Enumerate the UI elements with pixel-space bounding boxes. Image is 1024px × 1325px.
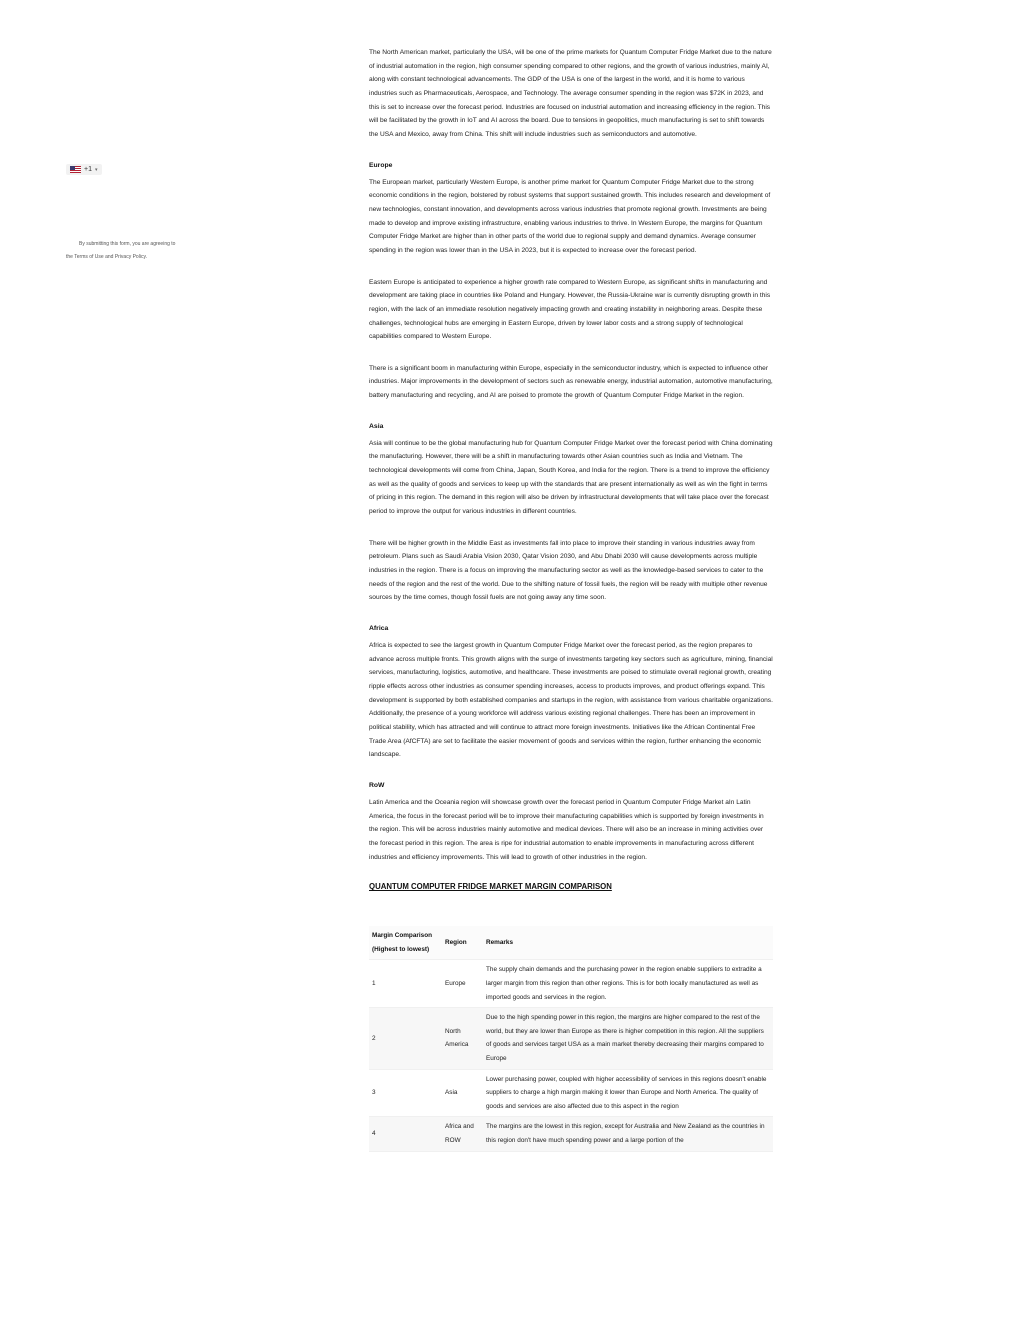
intro-paragraph: The North American market, particularly the USA, will be one of the prime markets for Quantum Computer Fridge Market due to the nature of industrial automation in the region, high consumer spending compared to other regions, and the growth of various industries, mainly AI, along with constant technological advancements. The GDP of the USA is one of the largest in the world, and it is home to various industries such as Pharmaceuticals, Aerospace, and Technology. The average consumer spending in the region was $72K in 2023, and this is set to increase over the forecast period. Industries are focused on industrial automation and increasing efficiency in the region. This will be facilitated by the growth in IoT and AI across the board. Due to tensions in geopolitics, much manufacturing is set to shift towards the USA and Mexico, away from China. This shift will include industries such as semiconductors and automotive. <box>369 49 772 138</box>
table-row <box>369 1008 773 1069</box>
europe-paragraph-1: The European market, particularly Western Europe, is another prime market for Quantum Computer Fridge Market due to the strong economic conditions in the region, bolstered by robust systems that support sustained growth. This includes research and development of new technologies, constant innovation, and developments across various industries that promote regional growth. Investments are being made to develop and improve existing infrastructure, enabling various industries to thrive. In Western Europe, the margins for Quantum Computer Fridge Market are higher than in other parts of the world due to regional supply and demand dynamics. Average consumer spending in the region was lower than in the USA in 2023, but it is expected to increase over the forecast period. <box>369 178 771 254</box>
cell-region: Africa and ROW <box>442 1117 483 1151</box>
europe-paragraph-2: Eastern Europe is anticipated to experience a higher growth rate compared to Western Europe, as significant shifts in manufacturing and development are taking place in countries like Poland and Hungary. However, the Russia-Ukraine war is currently disrupting growth in this region, with the lack of an immediate resolution negatively impacting growth and creating instability in neighboring areas. Despite these challenges, technological hubs are emerging in Eastern Europe, driven by lower labor costs and a strong supply of technological capabilities compared to Western Europe. <box>369 278 771 341</box>
phone-code: +1 <box>84 166 92 173</box>
cell-region: North America <box>442 1008 483 1069</box>
consent-line-2: the Terms of Use and Privacy Policy. <box>66 254 147 260</box>
cell-remarks: Due to the high spending power in this region, the margins are higher compared to the rest of the world, but they are lower than Europe as there is higher competition in this region. All the suppliers of goods and services target USA as a main market thereby decreasing their margins compared to Europe <box>483 1008 773 1069</box>
cell-remarks: Lower purchasing power, coupled with higher accessibility of services in this regions doesn't enable suppliers to charge a high margin making it lower than Europe and North America. The quality of goods and services are also affected due to this aspect in the region <box>483 1069 773 1117</box>
asia-paragraph-2: There will be higher growth in the Middle East as investments fall into place to improve their standing in various industries away from petroleum. Plans such as Saudi Arabia Vision 2030, Qatar Vision 2030, and Abu Dhabi 2030 will cause developments across multiple industries in the region. There is a focus on improving the manufacturing sector as well as the knowledge-based services to cater to the needs of the region and the rest of the world. Due to the shifting nature of fossil fuels, the region will be ready with multiple other revenue sources by the time comes, though fossil fuels are not going away any time soon. <box>369 539 768 602</box>
header-region: Region <box>442 926 483 960</box>
row-paragraph: Latin America and the Oceania region will showcase growth over the forecast period in Quantum Computer Fridge Market aIn Latin America, the focus in the forecast period will be to improve their manufacturing capabilities which is supported by foreign investments in the region. This will be across industries mainly automotive and medical devices. There will also be an increase in mining activities over the forecast period in this region. The area is ripe for industrial automation to enable improvements in manufacturing across different industries and efficiency improvements. This will lead to growth of other industries in the region. <box>369 798 764 861</box>
table-row <box>369 1069 773 1117</box>
cell-rank: 2 <box>369 1008 442 1069</box>
cell-remarks: The supply chain demands and the purchasing power in the region enable suppliers to extradite a larger margin from this region than other regions. This is for both locally manufactured as well as imported goods and services in the region. <box>483 960 773 1008</box>
table-row <box>369 960 773 1008</box>
article-body <box>369 46 773 1152</box>
table-row <box>369 1117 773 1151</box>
row-heading: RoW <box>369 781 385 789</box>
cell-region: Asia <box>442 1069 483 1117</box>
cell-rank: 3 <box>369 1069 442 1117</box>
header-margin: Margin Comparison (Highest to lowest) <box>369 926 442 960</box>
margin-comparison-table <box>369 926 773 1151</box>
consent-line-1: By submitting this form, you are agreeing to <box>79 241 176 247</box>
cell-rank: 1 <box>369 960 442 1008</box>
table-header-row <box>369 926 773 960</box>
africa-paragraph: Africa is expected to see the largest growth in Quantum Computer Fridge Market over the forecast period, as the region prepares to advance across multiple fronts. This growth aligns with the surge of investments targeting key sectors such as agriculture, mining, financial services, manufacturing, logistics, automotive, and healthcare. These investments are poised to stimulate overall regional growth, creating ripple effects across other industries as consumer spending increases, access to products improves, and product offerings expand. This development is supported by both established companies and startups in the region, with assistance from various charitable organizations. Additionally, the presence of a young workforce will address various existing regional challenges. There has been an improvement in political stability, which has attracted and will continue to attract more foreign investments. Initiatives like the African Continental Free Trade Area (AfCFTA) are set to facilitate the easier movement of goods and services within the region, further enhancing the economic landscape. <box>369 642 773 759</box>
cell-rank: 4 <box>369 1117 442 1151</box>
sidebar-form <box>66 160 196 264</box>
margin-comparison-title: QUANTUM COMPUTER FRIDGE MARKET MARGIN COMPARISON <box>369 882 612 892</box>
consent-text <box>66 238 196 264</box>
europe-paragraph-3: There is a significant boom in manufacturing within Europe, especially in the semiconductor industry, which is expected to influence other industries. Major improvements in the development of sectors such as renewable energy, industrial automation, automotive manufacturing, battery manufacturing and recycling, and AI are poised to promote the growth of Quantum Computer Fridge Market in the region. <box>369 364 773 400</box>
cell-remarks: The margins are the lowest in this region, except for Australia and New Zealand as the countries in this region don't have much spending power and a large portion of the <box>483 1117 773 1151</box>
cell-region: Europe <box>442 960 483 1008</box>
asia-paragraph-1: Asia will continue to be the global manufacturing hub for Quantum Computer Fridge Market over the forecast period with China dominating the manufacturing. However, there will be a shift in manufacturing towards other Asian countries such as India and Vietnam. The technological developments will come from China, Japan, South Korea, and India for the region. There is a trend to improve the efficiency as well as the quality of goods and services to keep up with the standards that are present internationally as well as win the fight in terms of pricing in this region. The demand in this region will also be driven by infrastructural developments that will take place over the forecast period to improve the output for various industries in different countries. <box>369 439 773 516</box>
asia-heading: Asia <box>369 422 384 430</box>
chevron-down-icon: ▾ <box>94 166 98 173</box>
country-code-select[interactable] <box>66 164 102 175</box>
europe-heading: Europe <box>369 161 393 169</box>
us-flag-icon <box>70 166 81 173</box>
africa-heading: Africa <box>369 625 389 632</box>
header-remarks: Remarks <box>483 926 773 960</box>
